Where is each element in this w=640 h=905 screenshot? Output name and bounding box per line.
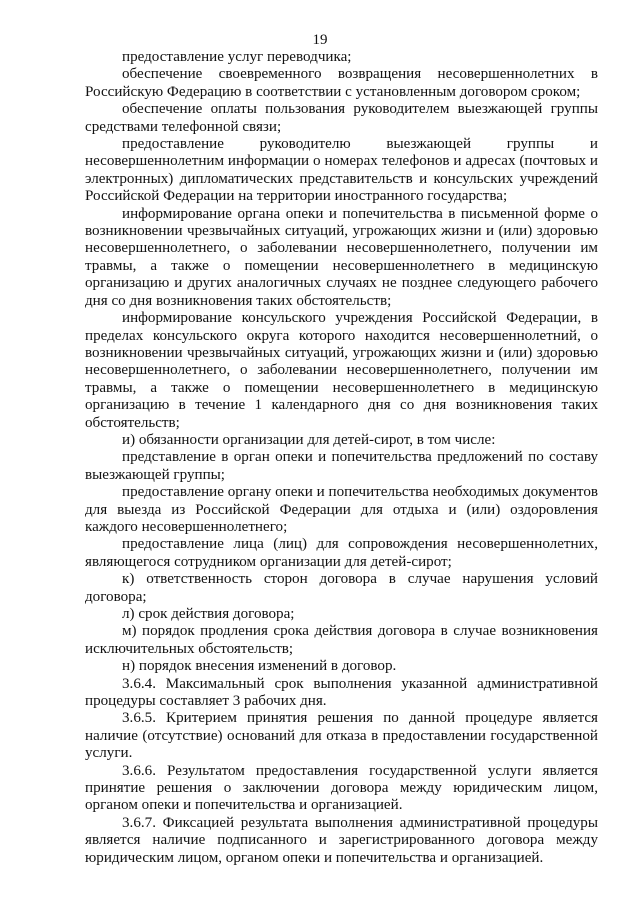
paragraph: 3.6.6. Результатом предоставления государственной услуги является принятие решения о заключении договора между юридическим лицом, органом опеки и попечительства и организацией. [85, 762, 598, 814]
paragraph: 3.6.5. Критерием принятия решения по данной процедуре является наличие (отсутствие) оснований для отказа в предоставлении государственной услуги. [85, 710, 598, 762]
paragraph: 3.6.4. Максимальный срок выполнения указанной административной процедуры составляет 3 рабочих дня. [85, 675, 598, 710]
paragraph: н) порядок внесения изменений в договор. [122, 658, 397, 675]
paragraph: обеспечение своевременного возвращения несовершеннолетних в Российскую Федерацию в соответствии с установленным договором сроком; [85, 66, 598, 100]
paragraph: представление в орган опеки и попечительства предложений по составу выезжающей группы; [85, 449, 598, 483]
paragraph: информирование консульского учреждения Российской Федерации, в пределах консульского округа которого находится несовершеннолетний, о возникновении чрезвычайных ситуаций, угрожающих жизни и (или) здоровью несовершеннолетнего, о заболевании несовершеннолетнего, получении им травмы, а также о помещении несовершеннолетнего в медицинскую организацию в течение 1 календарного дня со дня возникновения таких обстоятельств; [85, 310, 598, 431]
paragraph: предоставление руководителю выезжающей группы и несовершеннолетним информации о номерах телефонов и адресах (почтовых и электронных) дипломатических представительств и консульских учреждений Российской Федерации на территории иностранного государства; [85, 136, 598, 205]
paragraph: информирование органа опеки и попечительства в письменной форме о возникновении чрезвычайных ситуаций, угрожающих жизни и (или) здоровью несовершеннолетнего, о заболевании несовершеннолетнего, получении им травмы, а также о помещении несовершеннолетнего в медицинскую организацию и других аналогичных случаях не позднее следующего рабочего дня со дня возникновения таких обстоятельств; [85, 205, 598, 309]
paragraph: и) обязанности организации для детей-сирот, в том числе: [122, 431, 496, 448]
paragraph: предоставление лица (лиц) для сопровождения несовершеннолетних, являющегося сотрудником организации для детей-сирот; [85, 536, 598, 570]
document-body [85, 49, 598, 867]
paragraph: предоставление услуг переводчика; [122, 49, 352, 65]
paragraph: л) срок действия договора; [122, 606, 295, 622]
page-number: 19 [312, 32, 328, 48]
paragraph: обеспечение оплаты пользования руководителем выезжающей группы средствами телефонной связи; [85, 101, 598, 135]
paragraph: 3.6.7. Фиксацией результата выполнения административной процедуры является наличие подписанного и зарегистрированного договора между юридическим лицом, органом опеки и попечительства и организацией. [85, 814, 598, 866]
paragraph: предоставление органу опеки и попечительства необходимых документов для выезда из Российской Федерации для отдыха и (или) оздоровления каждого несовершеннолетнего; [85, 484, 598, 535]
paragraph: м) порядок продления срока действия договора в случае возникновения исключительных обстоятельств; [85, 623, 598, 657]
paragraph: к) ответственность сторон договора в случае нарушения условий договора; [85, 571, 598, 605]
